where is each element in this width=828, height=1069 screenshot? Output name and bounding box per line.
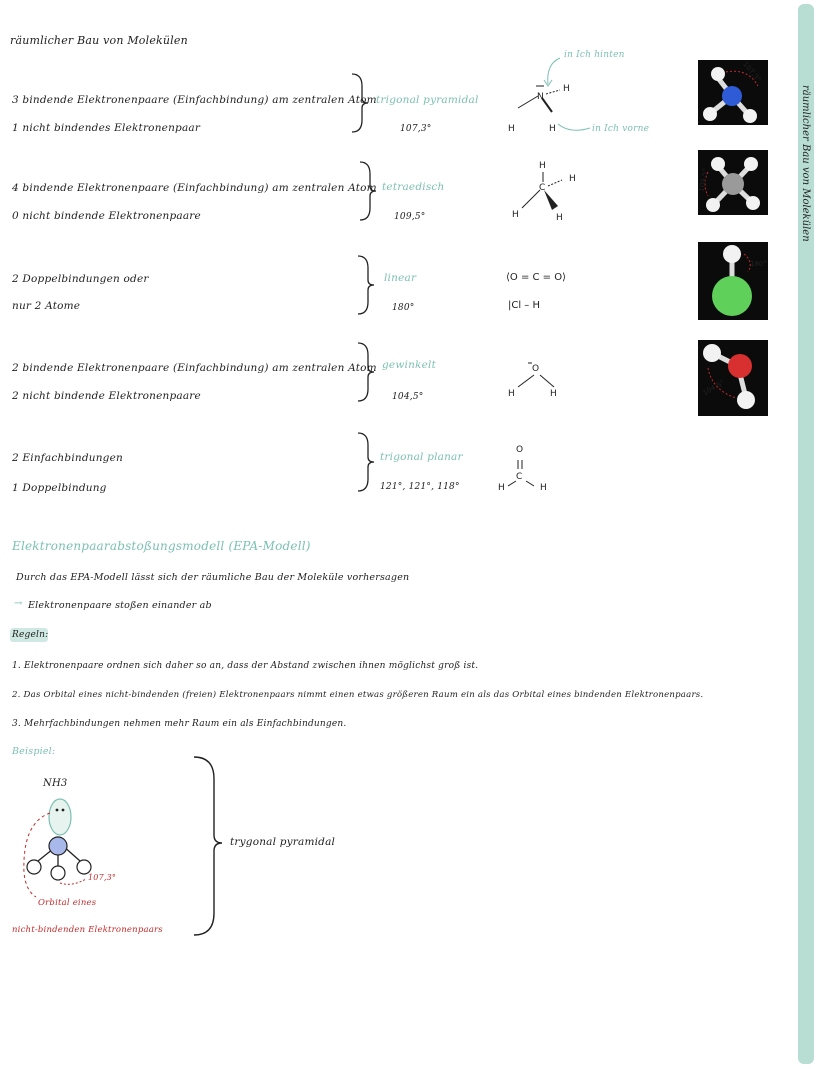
- side-label: räumlicher Bau von Molekülen: [800, 85, 811, 242]
- h2o-ball-model: [698, 340, 768, 416]
- row4-atom-o: O: [532, 364, 540, 374]
- row3-shape: linear: [384, 272, 417, 284]
- hcl-ball-model: [698, 242, 768, 320]
- row1-note-front: in Ich vorne: [592, 124, 650, 134]
- row2-atom-c: C: [539, 183, 546, 193]
- row1-atom-h1: H: [563, 84, 570, 94]
- row4-brace: [356, 341, 376, 403]
- row2-brace: [358, 160, 378, 222]
- rule-3: 3. Mehrfachbindungen nehmen mehr Raum ein als Einfachbindungen.: [12, 719, 347, 729]
- row1-atom-h3: H: [549, 124, 556, 134]
- row3-line1: 2 Doppelbindungen oder: [12, 273, 149, 285]
- row4-angle: 104,5°: [392, 392, 424, 402]
- section-heading: Elektronenpaarabstoßungsmodell (EPA-Modell): [12, 539, 311, 553]
- row3-formula-hcl: |Cl – H: [508, 300, 541, 311]
- rules-label: Regeln:: [12, 630, 49, 640]
- row2-atom-h-bottom: H: [556, 213, 563, 223]
- example-shape: trygonal pyramidal: [230, 836, 336, 848]
- row4-shape: gewinkelt: [382, 359, 436, 371]
- example-angle: 107,3°: [88, 873, 117, 882]
- example-nh3-drawing: [10, 795, 150, 915]
- row5-atom-h1: H: [498, 483, 505, 493]
- ch4-model-angle: 109,5°: [697, 167, 710, 193]
- row5-formula-bonds: [500, 455, 570, 495]
- row5-angle: 121°, 121°, 118°: [380, 482, 460, 492]
- rule-1: 1. Elektronenpaare ordnen sich daher so an, dass der Abstand zwischen ihnen möglichst groß ist.: [12, 661, 479, 671]
- row4-atom-h1: H: [508, 389, 515, 399]
- row1-angle: 107,3°: [400, 124, 432, 134]
- row2-atom-h-right: H: [569, 174, 576, 184]
- row2-atom-h-left: H: [512, 210, 519, 220]
- row1-line1: 3 bindende Elektronenpaare (Einfachbindung) am zentralen Atom: [12, 94, 377, 106]
- row5-line2: 1 Doppelbindung: [12, 482, 107, 494]
- row1-line2: 1 nicht bindendes Elektronenpaar: [12, 122, 201, 134]
- row1-atom-n: N: [537, 92, 544, 102]
- row3-formula-co2: ⟨O = C = O⟩: [506, 272, 566, 283]
- row5-brace: [356, 431, 376, 493]
- row2-angle: 109,5°: [394, 212, 426, 222]
- nh3-model-angle: 107,3°: [741, 60, 763, 84]
- hcl-model-angle: 180°: [750, 260, 767, 268]
- row4-atom-h2: H: [550, 389, 557, 399]
- rule-2: 2. Das Orbital eines nicht-bindenden (freien) Elektronenpaars nimmt einen etwas größeren Raum ein als das Orbital eines bindenden Elektronenpaars.: [12, 690, 704, 700]
- page-title: räumlicher Bau von Molekülen: [10, 34, 188, 47]
- example-brace: [192, 755, 224, 940]
- row1-brace: [350, 72, 370, 134]
- row1-note-behind: in Ich hinten: [564, 50, 625, 60]
- section-arrow-line: Elektronenpaare stoßen einander ab: [28, 600, 212, 611]
- example-label: Beispiel:: [12, 746, 56, 757]
- row1-shape: trigonal pyramidal: [376, 94, 479, 106]
- row5-atom-h2: H: [540, 483, 547, 493]
- row3-angle: 180°: [392, 303, 415, 313]
- row2-atom-h-top: H: [539, 161, 546, 171]
- nh3-ball-model: [698, 60, 768, 125]
- row2-shape: tetraedisch: [382, 181, 445, 193]
- row2-line1: 4 bindende Elektronenpaare (Einfachbindung) am zentralen Atom: [12, 182, 377, 194]
- row4-line1: 2 bindende Elektronenpaare (Einfachbindung) am zentralen Atom: [12, 362, 377, 374]
- section-intro: Durch das EPA-Modell lässt sich der räumliche Bau der Moleküle vorhersagen: [16, 572, 410, 583]
- row1-atom-h2: H: [508, 124, 515, 134]
- orbital-label-1: Orbital eines: [38, 898, 97, 908]
- row4-line2: 2 nicht bindende Elektronenpaare: [12, 390, 201, 402]
- orbital-label-2: nicht-bindenden Elektronenpaars: [12, 925, 163, 935]
- h2o-model-angle: 104,5°: [701, 378, 726, 398]
- arrow-icon: →: [14, 598, 23, 609]
- row3-brace: [356, 254, 376, 316]
- row2-line2: 0 nicht bindende Elektronenpaare: [12, 210, 201, 222]
- ch4-ball-model: [698, 150, 768, 215]
- row5-atom-c: C: [516, 472, 523, 482]
- row3-line2: nur 2 Atome: [12, 300, 81, 312]
- row5-line1: 2 Einfachbindungen: [12, 452, 123, 464]
- row5-atom-o: O: [516, 445, 524, 455]
- example-formula: NH3: [43, 778, 68, 789]
- row5-shape: trigonal planar: [380, 451, 463, 463]
